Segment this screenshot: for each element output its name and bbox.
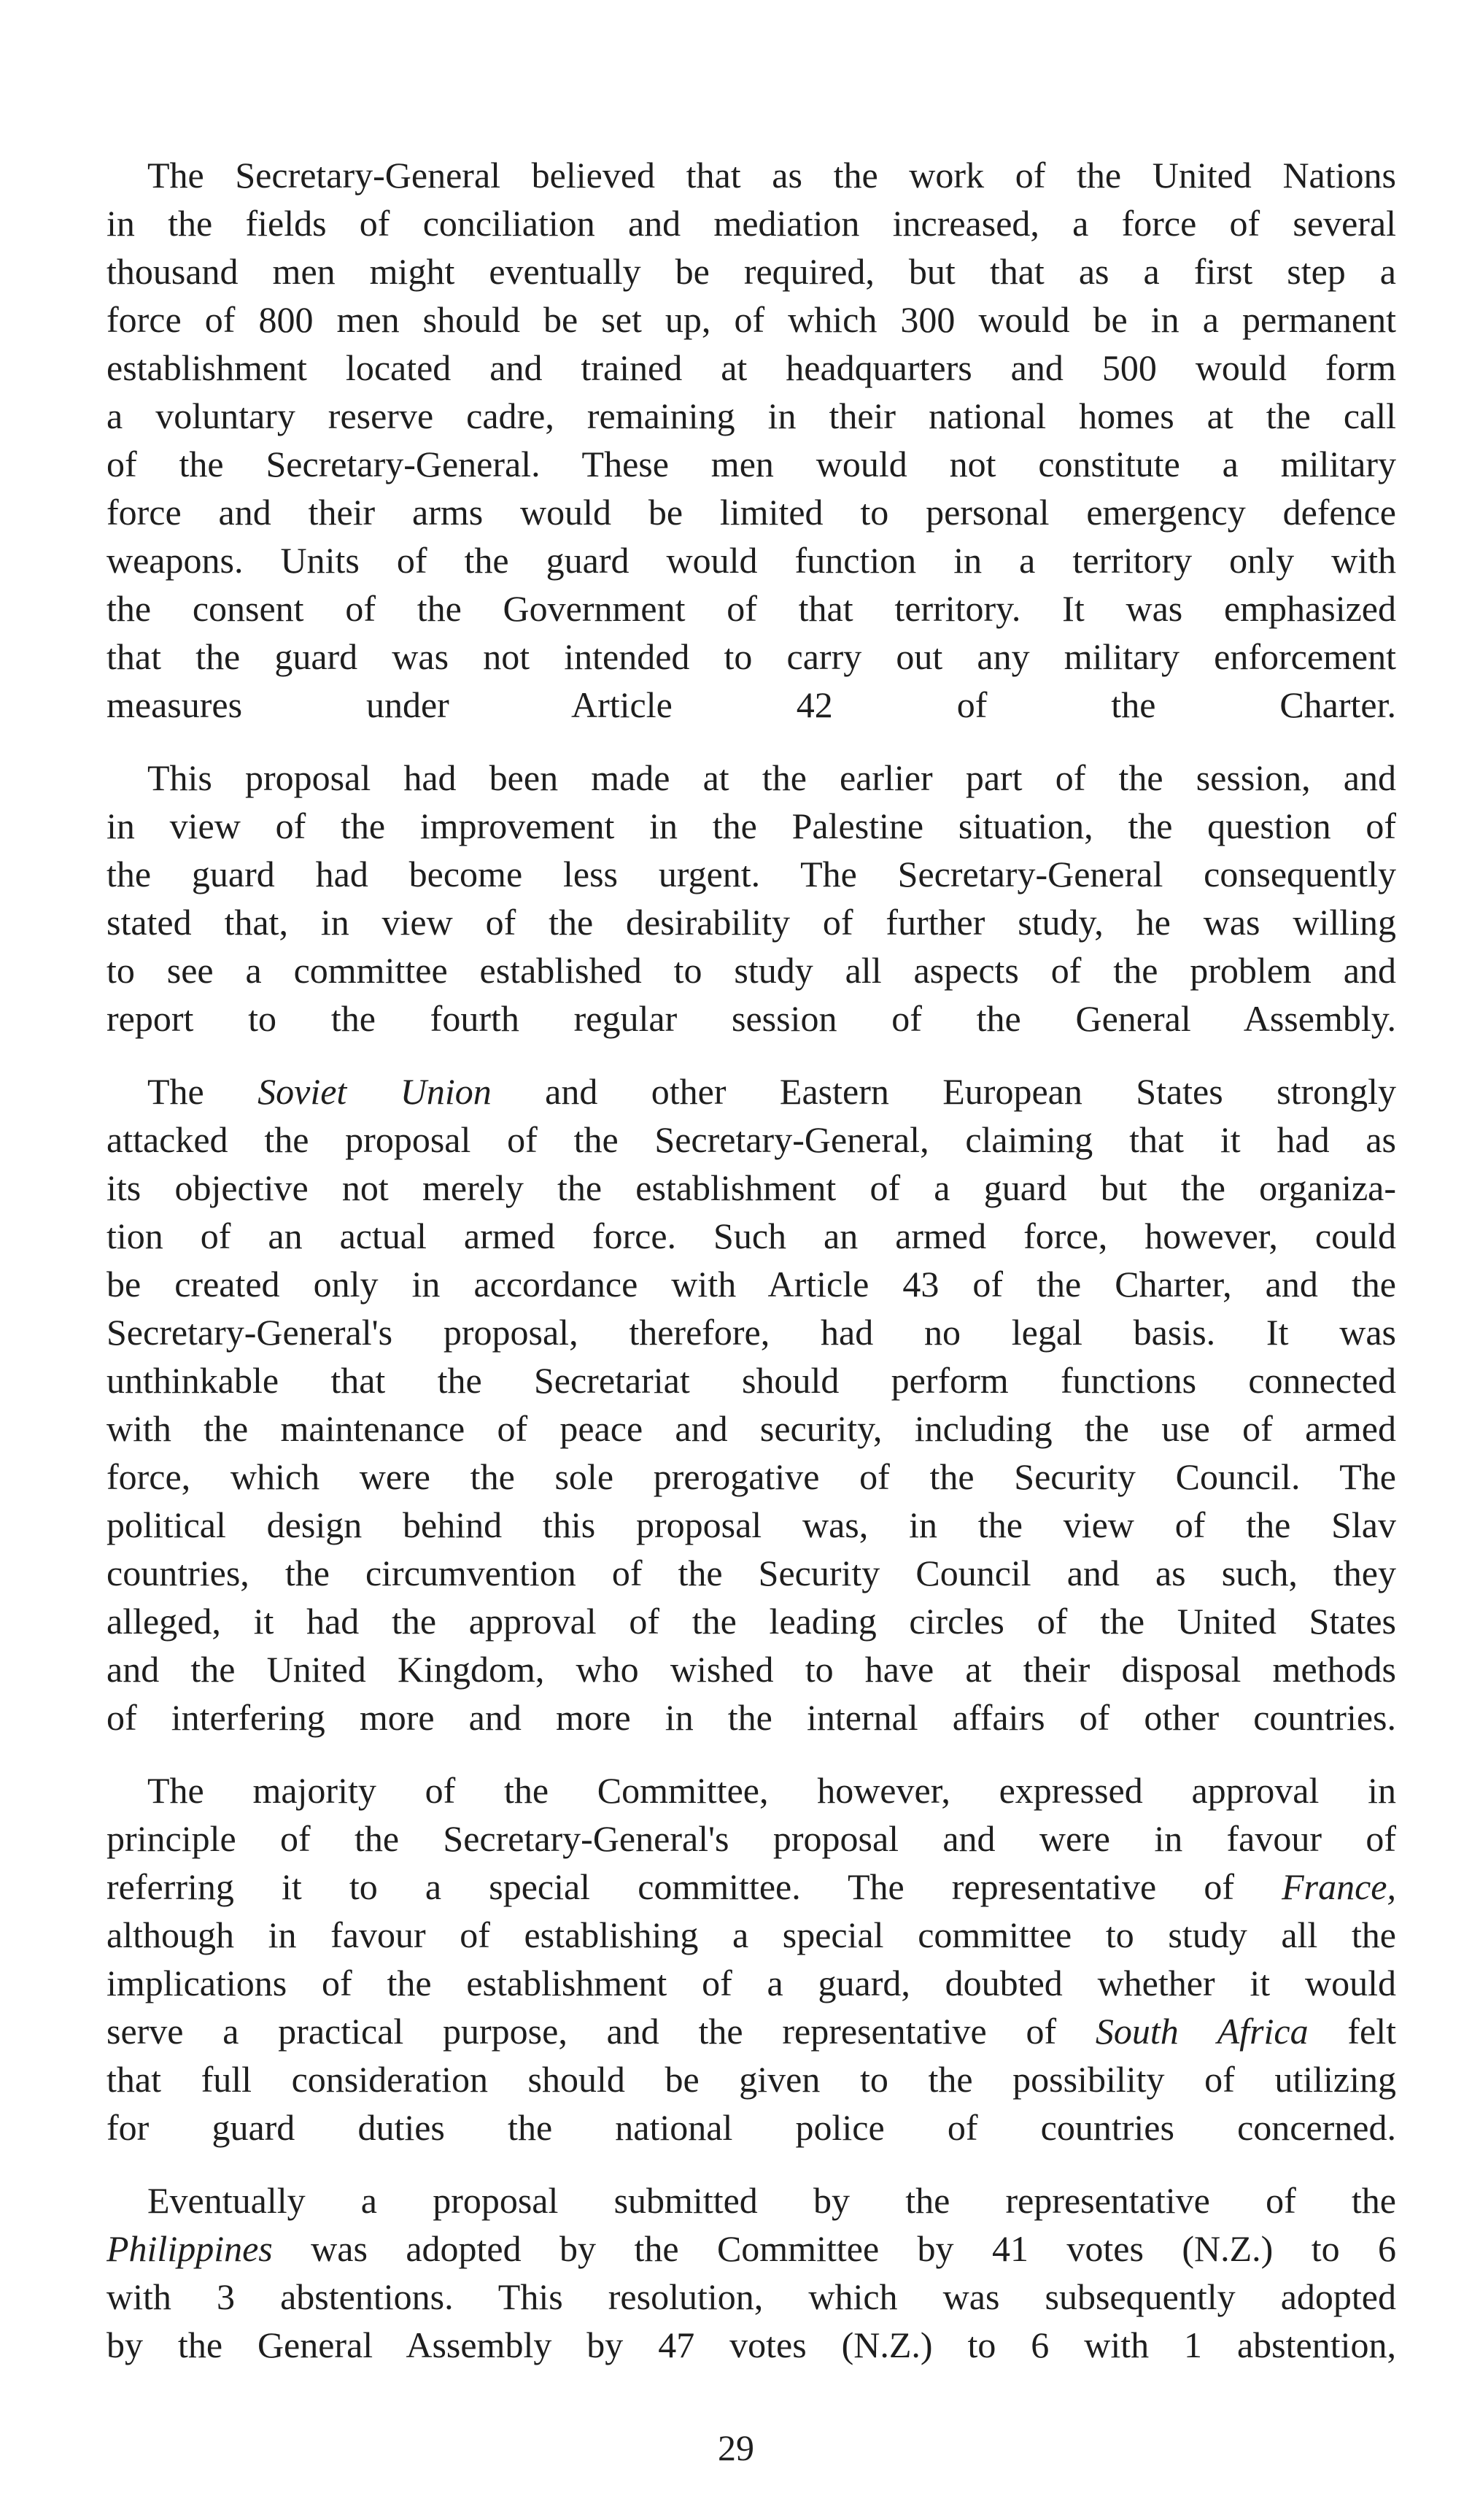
text-line: establishment located and trained at headquarters and 500 would form [106,347,1396,388]
text-line: Secretary-General's proposal, therefore, had no legal basis. It was [106,1312,1396,1353]
text-line: alleged, it had the approval of the leading circles of the United States [106,1601,1396,1642]
text-line: in view of the improvement in the Palestine situation, the question of [106,805,1396,846]
text-line [106,2007,1396,2055]
text-line: in the fields of conciliation and mediation increased, a force of several [106,203,1396,244]
text-segment: The [147,1071,258,1112]
text-line: the consent of the Government of that territory. It was emphasized [106,588,1396,629]
paragraph [106,1766,1396,2152]
text-line: by the General Assembly by 47 votes (N.Z.) to 6 with 1 abstention, [106,2324,1396,2365]
paragraph [106,754,1396,1043]
text-line: stated that, in view of the desirability of further study, he was willing [106,902,1396,943]
italic-text: South Africa [1095,2011,1309,2052]
text-line [106,1863,1396,1911]
text-line: unthinkable that the Secretariat should perform functions connected [106,1360,1396,1401]
text-line: that full consideration should be given to the possibility of utilizing [106,2059,1396,2100]
text-segment: serve a practical purpose, and the representative of [106,2011,1096,2052]
text-line [106,1067,1396,1116]
text-segment: referring it to a special committee. The representative of [106,1866,1282,1907]
text-line: although in favour of establishing a special committee to study all the [106,1914,1396,1955]
text-segment: was adopted by the Committee by 41 votes (N.Z.) to 6 [272,2228,1396,2269]
paragraph [106,2176,1396,2369]
text-line: with the maintenance of peace and security, including the use of armed [106,1408,1396,1449]
text-line: with 3 abstentions. This resolution, which was subsequently adopted [106,2276,1396,2317]
text-line: weapons. Units of the guard would function in a territory only with [106,540,1396,581]
paragraph [106,1067,1396,1742]
text-segment: felt [1308,2011,1396,2052]
text-line: The majority of the Committee, however, expressed approval in [147,1770,1396,1811]
text-line [106,2225,1396,2273]
italic-text: Philippines [106,2228,273,2269]
text-line: for guard duties the national police of countries concerned. [106,2107,1396,2148]
text-line: principle of the Secretary-General's proposal and were in favour of [106,1818,1396,1859]
text-line: report to the fourth regular session of the General Assembly. [106,998,1396,1039]
text-line: that the guard was not intended to carry out any military enforcement [106,636,1396,677]
italic-text: France, [1282,1866,1396,1907]
text-line: implications of the establishment of a guard, doubted whether it would [106,1963,1396,2003]
text-line: This proposal had been made at the earlier part of the session, and [147,757,1396,798]
text-line: of interfering more and more in the internal affairs of other countries. [106,1697,1396,1738]
text-line: a voluntary reserve cadre, remaining in their national homes at the call [106,395,1396,436]
text-line: be created only in accordance with Article 43 of the Charter, and the [106,1264,1396,1305]
text-line: attacked the proposal of the Secretary-General, claiming that it had as [106,1119,1396,1160]
text-line: tion of an actual armed force. Such an armed force, however, could [106,1215,1396,1256]
text-line: and the United Kingdom, who wished to have at their disposal methods [106,1649,1396,1690]
document-body [106,151,1396,2394]
text-line: countries, the circumvention of the Security Council and as such, they [106,1553,1396,1593]
text-line: thousand men might eventually be required, but that as a first step a [106,251,1396,292]
italic-text: Soviet Union [257,1071,492,1112]
text-line: the guard had become less urgent. The Secretary-General consequently [106,854,1396,894]
page-number: 29 [718,2427,754,2468]
text-line: measures under Article 42 of the Charter. [106,684,1396,725]
text-line: to see a committee established to study all aspects of the problem and [106,950,1396,991]
text-line: force and their arms would be limited to personal emergency defence [106,492,1396,533]
text-segment: and other Eastern European States strongly [491,1071,1396,1112]
paragraph [106,151,1396,729]
text-line: Eventually a proposal submitted by the representative of the [147,2180,1396,2221]
text-line: force, which were the sole prerogative of the Security Council. The [106,1456,1396,1497]
text-line: force of 800 men should be set up, of which 300 would be in a permanent [106,299,1396,340]
text-line: political design behind this proposal was, in the view of the Slav [106,1504,1396,1545]
text-line: its objective not merely the establishment of a guard but the organiza- [106,1167,1396,1208]
text-line: The Secretary-General believed that as the work of the United Nations [147,155,1396,196]
text-line: of the Secretary-General. These men would not constitute a military [106,444,1396,484]
